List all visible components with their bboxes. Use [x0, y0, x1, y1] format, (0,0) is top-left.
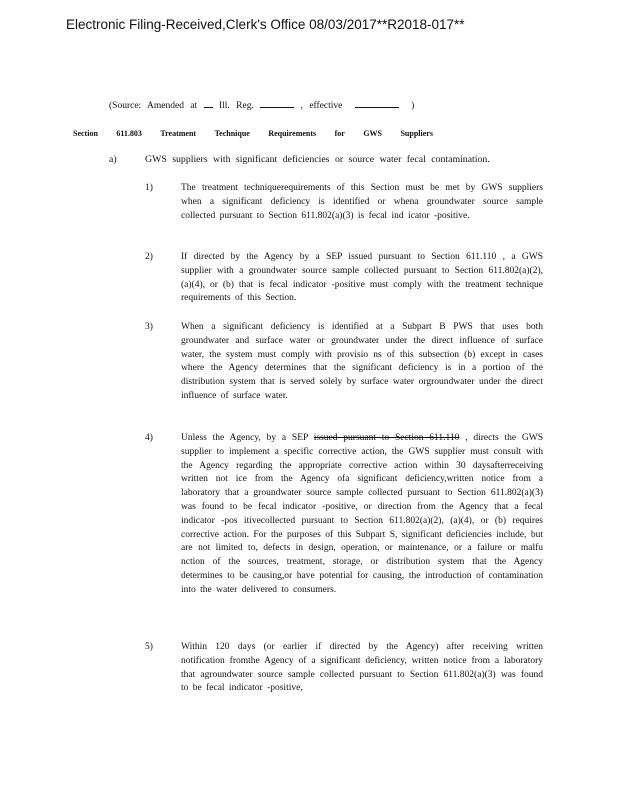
- item-text: If directed by the Agency by a SEP issued pursuant to Section 611.110 , a GWS supplier with a groundwater source sample collected pursuant to Section 611.802(a)(2), (a)(4), or (b) that is fecal indicator -positive must comply with the treatment technique requirements of this Section.: [181, 252, 543, 304]
- filing-header: Electronic Filing-Received,Clerk's Office 08/03/2017**R2018-017**: [66, 17, 465, 32]
- source-close: ): [411, 101, 415, 111]
- heading-word: for: [334, 129, 345, 138]
- section-number: 611.803: [116, 129, 142, 138]
- item-text: When a significant deficiency is identified at a Subpart B PWS that uses both groundwater and surface water or groundwater under the direct influence of surface water, the system must comply with provisio ns of this subsection (b) except in cases where the Agency determines that the significant deficiency is in a portion of the distribution system that is served solely by surface water orgroundwater under the direct influence of surface water.: [181, 322, 543, 401]
- subsection-a-label: a): [109, 154, 117, 165]
- item-text-before: Unless the Agency, by a SEP: [181, 433, 314, 443]
- item-number: 4): [145, 433, 153, 443]
- volume-blank: [204, 98, 213, 108]
- effective-date-blank: [355, 98, 399, 108]
- section-heading: [73, 129, 433, 138]
- item-text: Within 120 days (or earlier if directed by the Agency) after receiving written notification fromthe Agency of a significant deficiency, written notice from a laboratory that agroundwater source sample collected pursuant to Section 611.802(a)(3) was found to be fecal indicator -positive,: [181, 642, 543, 694]
- heading-word: GWS: [363, 129, 382, 138]
- source-note: [109, 98, 414, 111]
- subsection-a-text: GWS suppliers with significant deficiencies or source water fecal contamination.: [145, 154, 490, 165]
- item-number: 3): [145, 322, 153, 332]
- heading-word: Treatment: [160, 129, 197, 138]
- item-text-after: , directs the GWS supplier to implement a specific corrective action, the GWS supplier must consult with the Agency regarding the appropriate corrective action within 30 daysafterreceiving written not ice from the Agency ofa significant deficiency,written notice from a laboratory that a groundwater source sample collected pursuant to Section 611.802(a)(3) was found to be fecal indicator -positive, or direction from the Agency that a fecal indicator -pos itivecollected pursuant to Section 611.802(a)(2), (a)(4), or (b) requires corrective action. For the purposes of this Subpart S, significant deficiencies include, but are not limited to, defects in design, operation, or maintenance, or a failure or malfu nction of the sources, treatment, storage, or distribution system that the Agency determines to be causing,or have potential for causing, the introduction of contamination into the water delivered to consumers.: [181, 433, 543, 595]
- item-number: 5): [145, 642, 153, 652]
- source-reg: Ill. Reg.: [218, 101, 254, 111]
- item-text: The treatment techniquerequirements of this Section must be met by GWS suppliers when a significant deficiency is identified or whena groundwater source sample collected pursuant to Section 611.802(a)(3) is fecal ind icator -positive.: [181, 183, 543, 221]
- item-number: 2): [145, 252, 153, 262]
- reg-page-blank: [260, 98, 294, 108]
- struck-text: issued pursuant to Section 611.110: [313, 433, 460, 443]
- section-label: Section: [73, 129, 98, 138]
- heading-word: Suppliers: [400, 129, 433, 138]
- heading-word: Requirements: [268, 129, 317, 138]
- source-effective: , effective: [300, 101, 343, 111]
- heading-word: Technique: [214, 129, 250, 138]
- item-number: 1): [145, 183, 153, 193]
- item-text: [181, 432, 543, 598]
- source-prefix: (Source: Amended at: [109, 101, 198, 111]
